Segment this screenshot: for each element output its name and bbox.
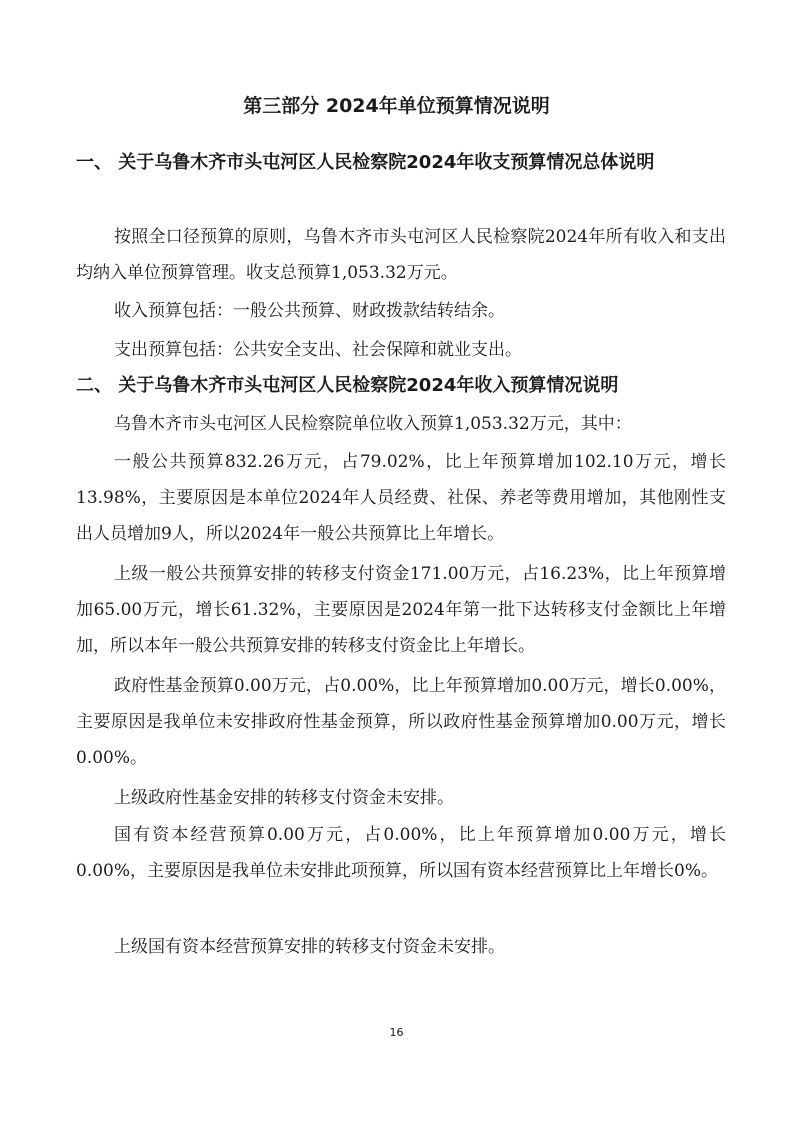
paragraph-income-total: 乌鲁木齐市头屯河区人民检察院单位收入预算1,053.32万元，其中： <box>114 414 632 434</box>
paragraph-budget-overview: 按照全口径预算的原则，乌鲁木齐市头屯河区人民检察院2024年所有收入和支出均纳入单位预算管理。收支总预算1,053.32万元。 <box>76 227 726 283</box>
paragraph-government-fund-transfer: 上级政府性基金安排的转移支付资金未安排。 <box>114 788 454 808</box>
paragraph-transfer-payment: 上级一般公共预算安排的转移支付资金171.00万元，占16.23%，比上年预算增加65.00万元，增长61.32%，主要原因是2024年第一批下达转移支付金额比上年增加，所以本年一般公共预算安排的转移支付资金比上年增长。 <box>76 564 726 656</box>
page-title: 第三部分 2024年单位预算情况说明 <box>243 95 550 117</box>
page-number: 16 <box>389 1026 404 1039</box>
paragraph-general-public-budget: 一般公共预算832.26万元，占79.02%，比上年预算增加102.10万元，增长13.98%，主要原因是本单位2024年人员经费、社保、养老等费用增加，其他刚性支出人员增加9人，所以2024年一般公共预算比上年增长。 <box>76 452 726 544</box>
paragraph-government-fund: 政府性基金预算0.00万元，占0.00%，比上年预算增加0.00万元，增长0.00%，主要原因是我单位未安排政府性基金预算，所以政府性基金预算增加0.00万元，增长0.00%。 <box>76 676 726 768</box>
paragraph-expense-composition: 支出预算包括：公共安全支出、社会保障和就业支出。 <box>114 340 522 360</box>
section-1-heading: 一、 关于乌鲁木齐市头屯河区人民检察院2024年收支预算情况总体说明 <box>76 152 655 173</box>
paragraph-state-capital-transfer: 上级国有资本经营预算安排的转移支付资金未安排。 <box>114 937 505 957</box>
paragraph-income-composition: 收入预算包括：一般公共预算、财政拨款结转结余。 <box>114 301 505 321</box>
section-2-heading: 二、 关于乌鲁木齐市头屯河区人民检察院2024年收入预算情况说明 <box>76 375 619 396</box>
paragraph-state-capital: 国有资本经营预算0.00万元，占0.00%，比上年预算增加0.00万元，增长0.00%，主要原因是我单位未安排此项预算，所以国有资本经营预算比上年增长0%。 <box>76 825 726 881</box>
